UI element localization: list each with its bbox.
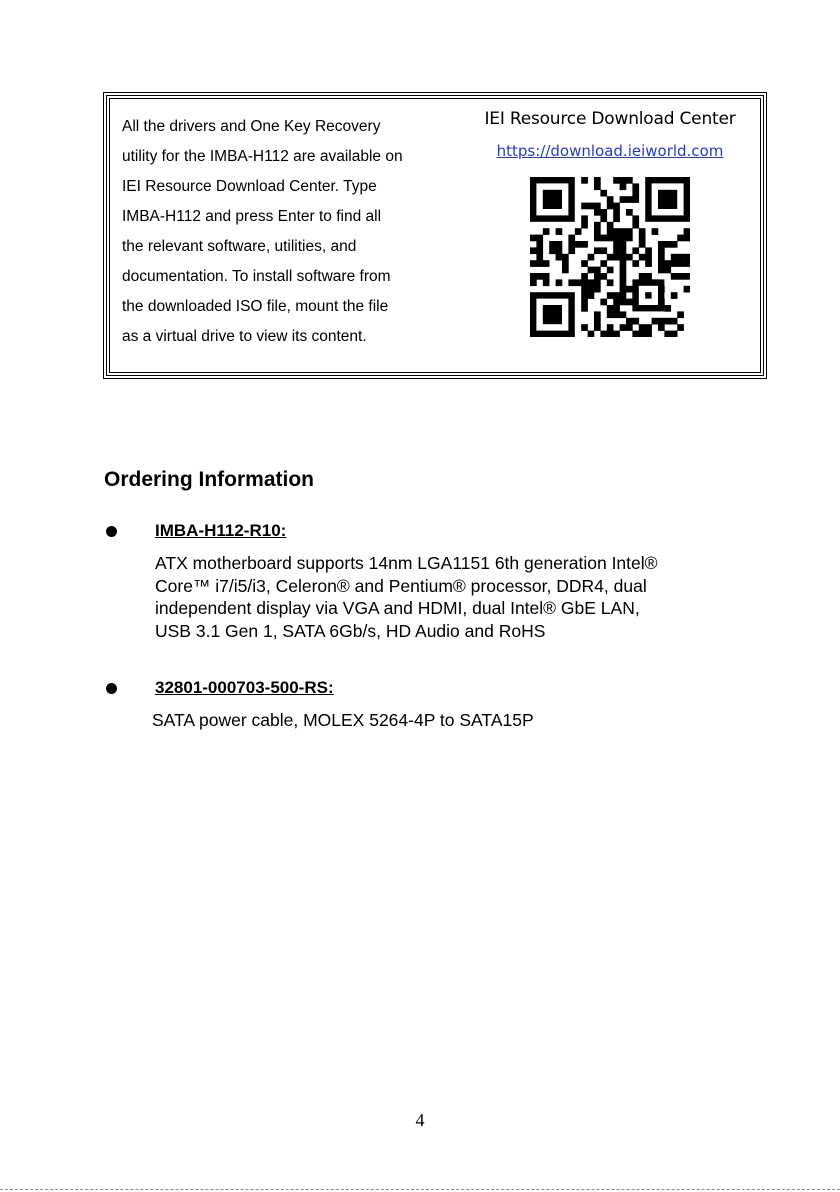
section-title-ordering-information: Ordering Information <box>104 468 314 491</box>
bullet-icon <box>106 526 117 537</box>
ordering-item-title: IMBA-H112-R10: <box>155 521 287 540</box>
description-line: SATA power cable, MOLEX 5264-4P to SATA15P <box>152 710 534 730</box>
download-info-text <box>122 112 467 352</box>
page-bottom-rule <box>0 1189 840 1190</box>
info-line: All the drivers and One Key Recovery <box>122 118 381 135</box>
ordering-item-description <box>152 709 534 732</box>
info-line: IMBA-H112 and press Enter to find all <box>122 208 382 225</box>
bullet-icon <box>106 683 117 694</box>
ordering-item-title: 32801-000703-500-RS: <box>155 678 334 697</box>
page-number: 4 <box>415 1110 425 1130</box>
info-line: IEI Resource Download Center. Type <box>122 178 377 195</box>
download-center-title: IEI Resource Download Center <box>484 109 736 129</box>
info-line: utility for the IMBA-H112 are available on <box>122 148 403 165</box>
info-line: documentation. To install software from <box>122 268 391 285</box>
description-line: independent display via VGA and HDMI, dual Intel® GbE LAN, <box>155 598 640 618</box>
info-line: the downloaded ISO file, mount the file <box>122 298 389 315</box>
description-line: Core™ i7/i5/i3, Celeron® and Pentium® processor, DDR4, dual <box>155 575 647 596</box>
description-line: USB 3.1 Gen 1, SATA 6Gb/s, HD Audio and RoHS <box>155 620 546 641</box>
description-line: ATX motherboard supports 14nm LGA1151 6th generation Intel® <box>155 553 658 573</box>
download-center-link-wrap <box>470 142 750 160</box>
ordering-item-description <box>155 552 658 642</box>
info-line: as a virtual drive to view its content. <box>122 328 367 345</box>
download-center-link[interactable]: https://download.ieiworld.com <box>496 142 724 160</box>
info-line: the relevant software, utilities, and <box>122 238 357 255</box>
qr-code-icon[interactable] <box>530 177 690 337</box>
